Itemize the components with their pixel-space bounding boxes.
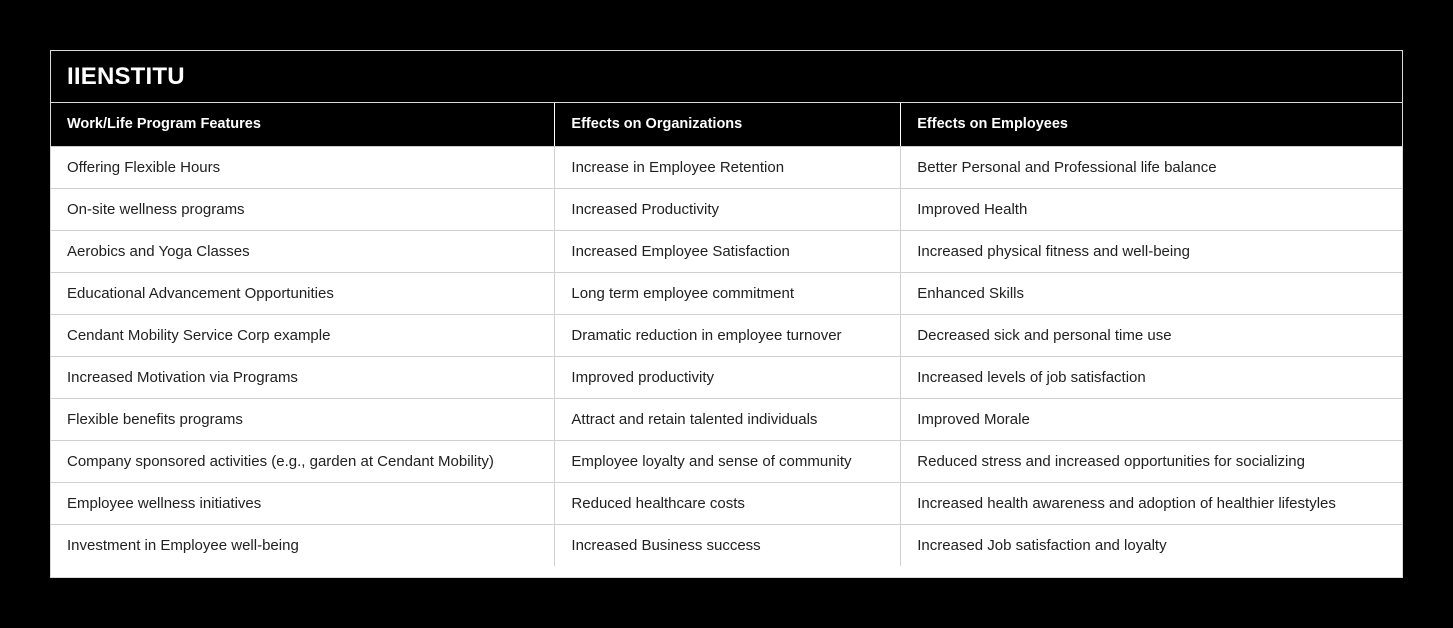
- table-row: [51, 524, 1402, 566]
- cell-feature: Increased Motivation via Programs: [51, 356, 555, 398]
- cell-org-effect: Increased Business success: [555, 524, 901, 566]
- cell-feature: Offering Flexible Hours: [51, 146, 555, 188]
- cell-org-effect: Increase in Employee Retention: [555, 146, 901, 188]
- table-row: [51, 230, 1402, 272]
- column-header-effects-employees: Effects on Employees: [901, 103, 1402, 146]
- cell-feature: Cendant Mobility Service Corp example: [51, 314, 555, 356]
- cell-employee-effect: Better Personal and Professional life balance: [901, 146, 1402, 188]
- cell-org-effect: Dramatic reduction in employee turnover: [555, 314, 901, 356]
- cell-feature: Educational Advancement Opportunities: [51, 272, 555, 314]
- brand-header: [51, 51, 1402, 103]
- cell-org-effect: Increased Employee Satisfaction: [555, 230, 901, 272]
- cell-org-effect: Improved productivity: [555, 356, 901, 398]
- cell-org-effect: Reduced healthcare costs: [555, 482, 901, 524]
- cell-employee-effect: Reduced stress and increased opportunities for socializing: [901, 440, 1402, 482]
- cell-employee-effect: Improved Health: [901, 188, 1402, 230]
- worklife-table: [51, 103, 1402, 566]
- cell-employee-effect: Improved Morale: [901, 398, 1402, 440]
- table-row: [51, 188, 1402, 230]
- cell-feature: Flexible benefits programs: [51, 398, 555, 440]
- cell-org-effect: Attract and retain talented individuals: [555, 398, 901, 440]
- table-row: [51, 314, 1402, 356]
- cell-org-effect: Long term employee commitment: [555, 272, 901, 314]
- cell-employee-effect: Increased physical fitness and well-being: [901, 230, 1402, 272]
- worklife-table-panel: [50, 50, 1403, 578]
- cell-feature: Employee wellness initiatives: [51, 482, 555, 524]
- table-row: [51, 146, 1402, 188]
- brand-title: IIENSTITU: [67, 62, 185, 90]
- table-header-row: [51, 103, 1402, 146]
- cell-employee-effect: Decreased sick and personal time use: [901, 314, 1402, 356]
- cell-employee-effect: Increased health awareness and adoption of healthier lifestyles: [901, 482, 1402, 524]
- cell-employee-effect: Increased levels of job satisfaction: [901, 356, 1402, 398]
- table-row: [51, 356, 1402, 398]
- cell-org-effect: Employee loyalty and sense of community: [555, 440, 901, 482]
- table-row: [51, 272, 1402, 314]
- cell-employee-effect: Enhanced Skills: [901, 272, 1402, 314]
- cell-feature: Aerobics and Yoga Classes: [51, 230, 555, 272]
- table-row: [51, 482, 1402, 524]
- cell-feature: Investment in Employee well-being: [51, 524, 555, 566]
- column-header-program-features: Work/Life Program Features: [51, 103, 555, 146]
- cell-employee-effect: Increased Job satisfaction and loyalty: [901, 524, 1402, 566]
- table-row: [51, 398, 1402, 440]
- cell-org-effect: Increased Productivity: [555, 188, 901, 230]
- cell-feature: Company sponsored activities (e.g., garden at Cendant Mobility): [51, 440, 555, 482]
- cell-feature: On-site wellness programs: [51, 188, 555, 230]
- column-header-effects-organizations: Effects on Organizations: [555, 103, 901, 146]
- table-row: [51, 440, 1402, 482]
